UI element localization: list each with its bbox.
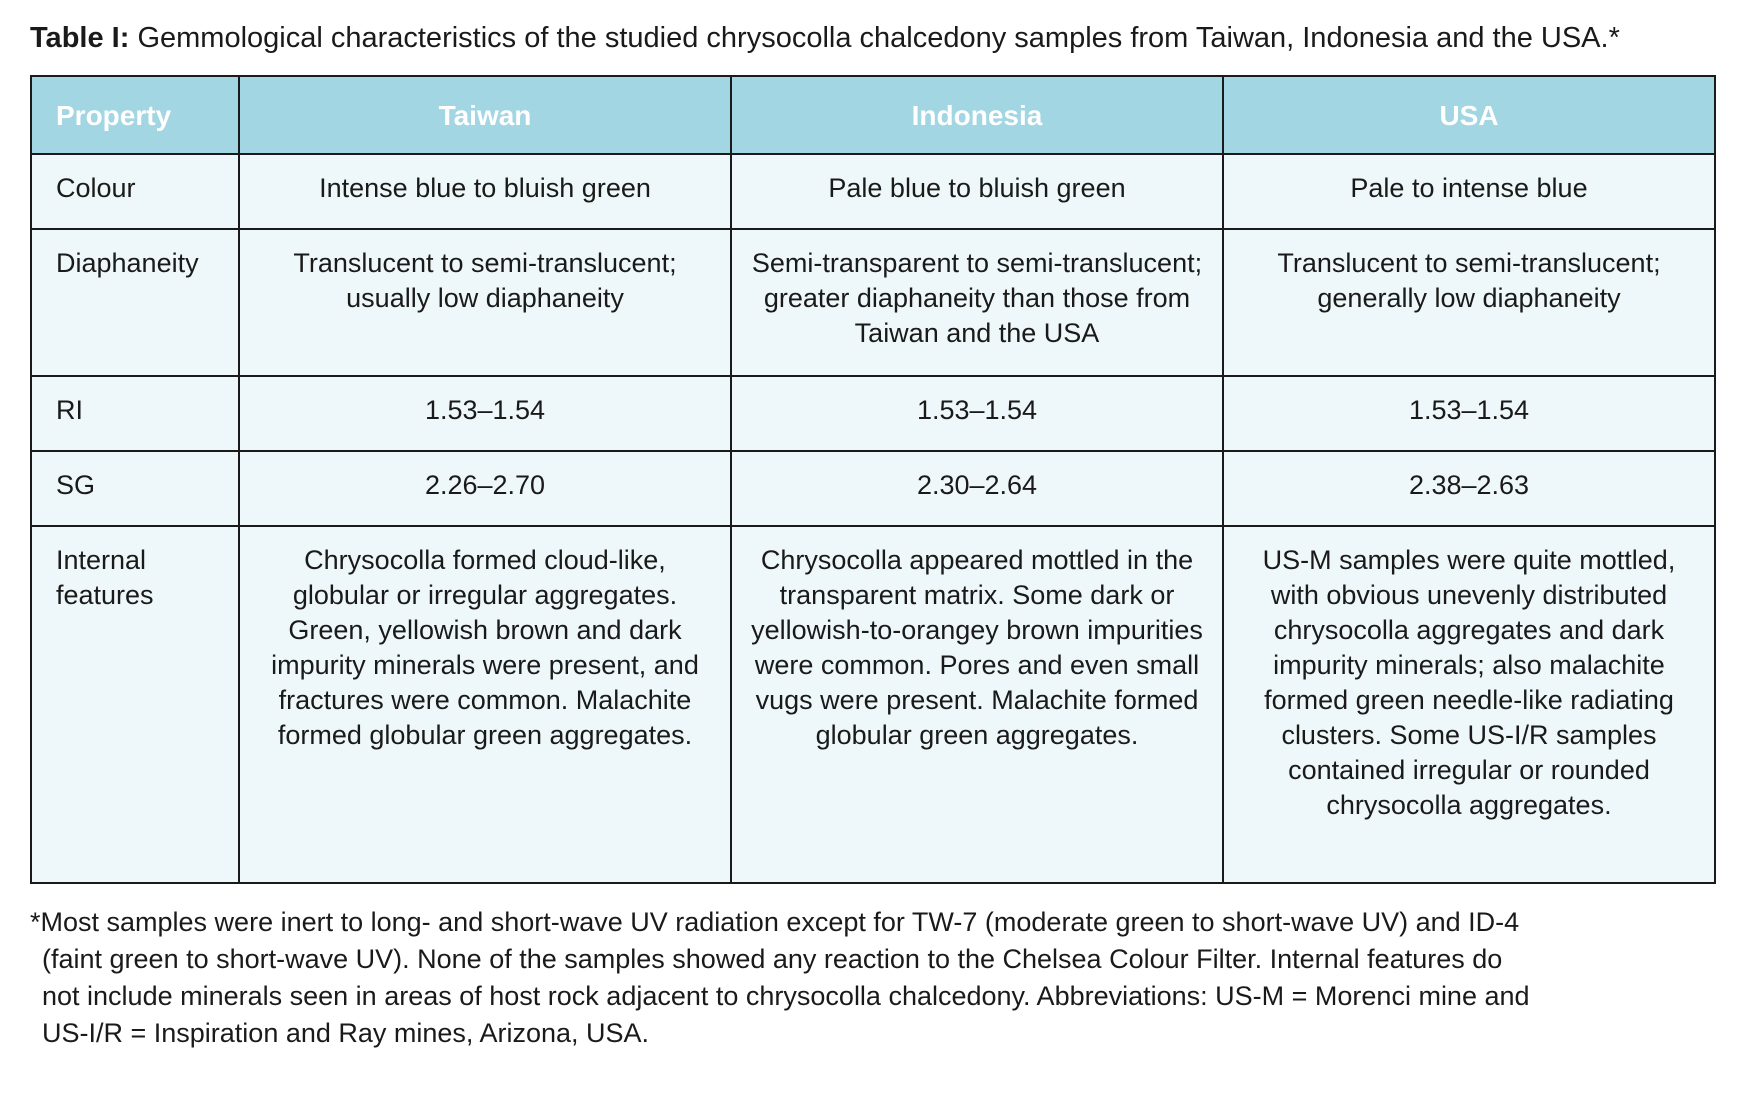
cell-property: Diaphaneity — [31, 229, 239, 376]
gemmological-table — [30, 75, 1716, 884]
cell-usa: 2.38–2.63 — [1223, 451, 1715, 526]
header-property: Property — [31, 76, 239, 154]
table-header — [31, 76, 1715, 154]
table-body — [31, 154, 1715, 883]
header-indonesia: Indonesia — [731, 76, 1223, 154]
cell-property: Internal features — [31, 526, 239, 883]
table-footnote — [30, 904, 1720, 1052]
table-row-colour — [31, 154, 1715, 229]
cell-indonesia: Pale blue to bluish green — [731, 154, 1223, 229]
table-caption — [30, 18, 1720, 58]
cell-taiwan: Chrysocolla formed cloud-like, globular or irregular aggregates. Green, yellowish brown and dark impurity minerals were present, and fractures were common. Malachite formed globular green aggregates. — [239, 526, 731, 883]
footnote-line: (faint green to short-wave UV). None of the samples showed any reaction to the Chelsea Colour Filter. Internal features do — [42, 944, 1503, 974]
table-caption-text: Gemmological characteristics of the studied chrysocolla chalcedony samples from Taiwan, Indonesia and the USA.* — [137, 22, 1620, 54]
cell-taiwan: Translucent to semi-translucent; usually low diaphaneity — [239, 229, 731, 376]
header-usa: USA — [1223, 76, 1715, 154]
cell-usa: Translucent to semi-translucent; generally low diaphaneity — [1223, 229, 1715, 376]
cell-indonesia: 1.53–1.54 — [731, 376, 1223, 451]
cell-indonesia: Semi-transparent to semi-translucent; greater diaphaneity than those from Taiwan and the USA — [731, 229, 1223, 376]
footnote-line: not include minerals seen in areas of host rock adjacent to chrysocolla chalcedony. Abbreviations: US-M = Morenci mine and — [42, 981, 1530, 1011]
cell-usa: Pale to intense blue — [1223, 154, 1715, 229]
table-row-diaphaneity — [31, 229, 1715, 376]
cell-taiwan: 2.26–2.70 — [239, 451, 731, 526]
cell-usa: US-M samples were quite mottled, with obvious unevenly distributed chrysocolla aggregates and dark impurity minerals; also malachite formed green needle-like radiating clusters. Some US-I/R samples contained irregular or rounded chrysocolla aggregates. — [1223, 526, 1715, 883]
table-row-sg — [31, 451, 1715, 526]
cell-indonesia: 2.30–2.64 — [731, 451, 1223, 526]
table-caption-label: Table I: — [30, 22, 130, 54]
cell-taiwan: Intense blue to bluish green — [239, 154, 731, 229]
cell-indonesia: Chrysocolla appeared mottled in the transparent matrix. Some dark or yellowish-to-orangey brown impurities were common. Pores and even small vugs were present. Malachite formed globular green aggregates. — [731, 526, 1223, 883]
cell-property: Colour — [31, 154, 239, 229]
cell-property: SG — [31, 451, 239, 526]
cell-taiwan: 1.53–1.54 — [239, 376, 731, 451]
header-taiwan: Taiwan — [239, 76, 731, 154]
cell-property: RI — [31, 376, 239, 451]
table-row-internal-features — [31, 526, 1715, 883]
footnote-line: US-I/R = Inspiration and Ray mines, Arizona, USA. — [42, 1018, 650, 1048]
table-row-ri — [31, 376, 1715, 451]
footnote-line: *Most samples were inert to long- and short-wave UV radiation except for TW-7 (moderate green to short-wave UV) and ID-4 — [30, 907, 1520, 937]
header-row — [31, 76, 1715, 154]
cell-usa: 1.53–1.54 — [1223, 376, 1715, 451]
